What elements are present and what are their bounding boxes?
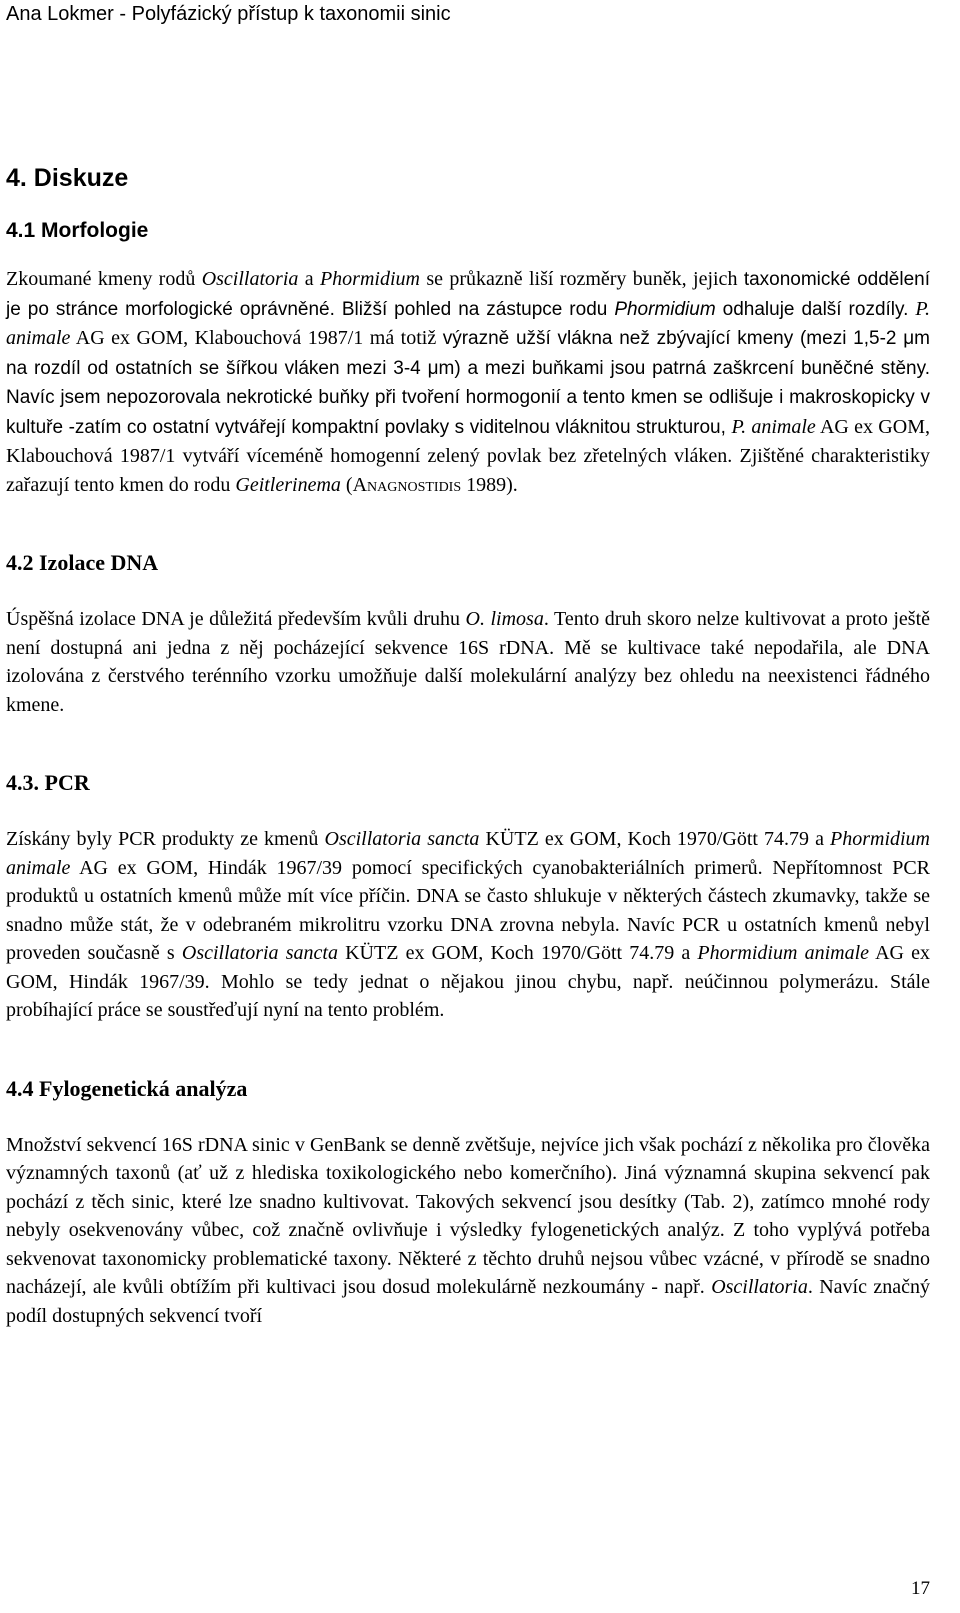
section-title: 4. Diskuze xyxy=(6,164,129,192)
heading-phylogenetic-analysis: 4.4 Fylogenetická analýza xyxy=(6,1075,248,1101)
heading-pcr: 4.3. PCR xyxy=(6,770,90,795)
paragraph-phylogenetic-analysis: Množství sekvencí 16S rDNA sinic v GenBank se denně zvětšuje, nejvíce jich však pochází z několika pro člověka významných taxonů (ať už z hlediska toxikologického nebo komerčního). Jiná významná skupina sekvencí pak pochází z těch sinic, které lze snadno kultivovat. Takových sekvencí jsou desítky (Tab. 2), zatímco mnohé rody nebyly osekvenovány vůbec, což značně ovlivňuje i výsledky fylogenetických analýz. Z toho vyplývá potřeba sekvenovat taxonomicky problematické taxony. Některé z těchto druhů nejsou vůbec vzácné, v přírodě se snadno nacházejí, ale kvůli obtížím při kultivaci jsou dosud molekulárně nezkoumány - např. Oscillatoria. Navíc značný podíl dostupných sekvencí tvoří xyxy=(6,1133,930,1327)
heading-dna-isolation: 4.2 Izolace DNA xyxy=(6,550,159,575)
page-number: 17 xyxy=(911,1578,930,1599)
paragraph-pcr: Získány byly PCR produkty ze kmenů Oscillatoria sancta KÜTZ ex GOM, Koch 1970/Gött 74.79 a Phormidium animale AG ex GOM, Hindák 1967/39 pomocí specifických cyanobakteriálních primerů. Nepřítomnost PCR produktů u ostatních kmenů může mít více příčin. DNA se často shlukuje v některých částech zkumavky, takže se snadno může stát, že v odebraném mikrolitru vzorku DNA zrovna nebyla. Navíc PCR u ostatních kmenů nebyl proveden současně s Oscillatoria sancta KÜTZ ex GOM, Koch 1970/Gött 74.79 a Phormidium animale AG ex GOM, Hindák 1967/39. Mohlo se tedy jednat o nějakou jinou chybu, např. neúčinnou polymerázu. Stále probíhající práce se soustřeďují nyní na tento problém. xyxy=(6,828,931,1021)
paragraph-morphology: Zkoumané kmeny rodů Oscillatoria a Phormidium se průkazně liší rozměry buněk, jejich taxonomické oddělení je po stránce morfologické oprávněné. Bližší pohled na zástupce rodu Phormidium odhaluje další rozdíly. P. animale AG ex GOM, Klabouchová 1987/1 má totiž výrazně užší vlákna než zbývající kmeny (mezi 1,5-2 μm na rozdíl od ostatních se šířkou vláken mezi 3-4 μm) a mezi buňkami jsou patrná zaškrcení buněčné stěny. Navíc jsem nepozorovala nekrotické buňky při tvoření hormogonií a tento kmen se odlišuje i makroskopicky v kultuře -zatím co ostatní vytvářejí kompaktní povlaky s viditelnou vláknitou strukturou, P. animale AG ex GOM, Klabouchová 1987/1 vytváří víceméně homogenní zelený povlak bez zřetelných vláken. Zjištěné charakteristiky zařazují tento kmen do rodu Geitlerinema (Anagnostidis 1989). xyxy=(6,268,931,496)
paragraph-dna-isolation: Úspěšná izolace DNA je důležitá především kvůli druhu O. limosa. Tento druh skoro nelze kultivovat a proto ještě není dostupná ani jedna z něj pocházející sekvence 16S rDNA. Mě se kultivace také nepodařila, ale DNA izolována z čerstvého terénního vzorku umožňuje další molekulární analýzy bez ohledu na neexistenci řádného kmene. xyxy=(6,608,931,716)
page-content xyxy=(6,163,930,1330)
running-header: Ana Lokmer - Polyfázický přístup k taxonomii sinic xyxy=(6,3,451,25)
heading-morphology: 4.1 Morfologie xyxy=(6,219,149,242)
